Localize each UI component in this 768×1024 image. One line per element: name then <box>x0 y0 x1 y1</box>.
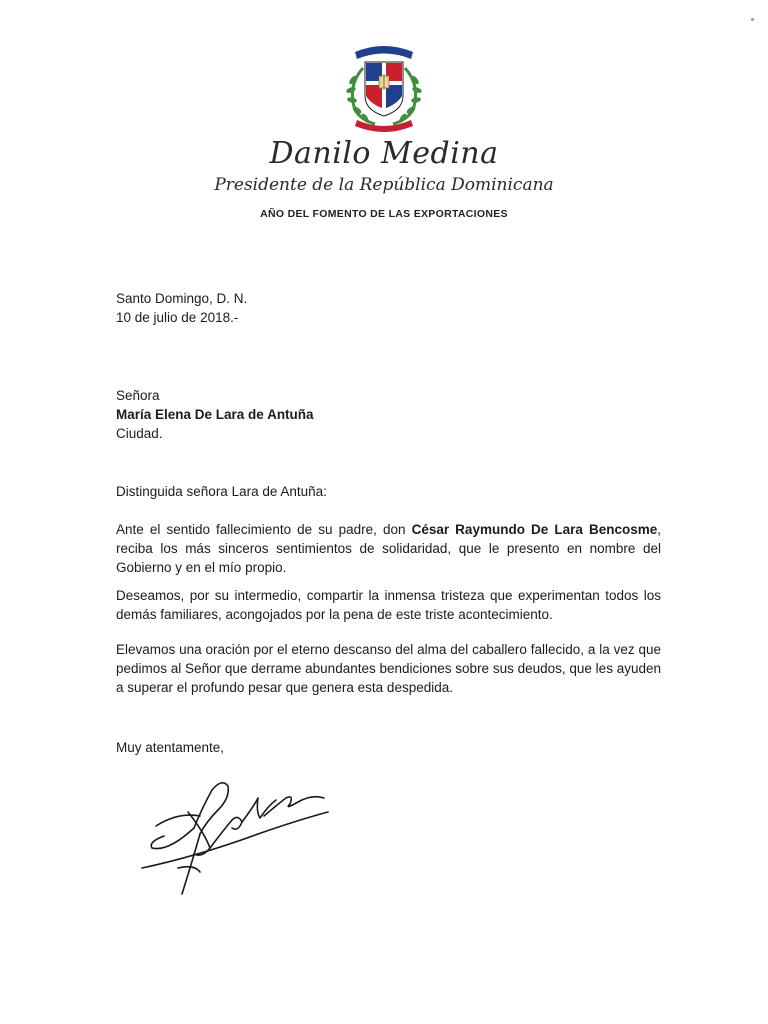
date-line: 10 de julio de 2018.- <box>116 310 239 325</box>
salutation: Distinguida señora Lara de Antuña: <box>116 484 327 499</box>
deceased-name: César Raymundo De Lara Bencosme <box>411 522 658 537</box>
sender-title: Presidente de la República Dominicana <box>214 175 554 195</box>
body-paragraph-1 <box>116 520 661 577</box>
recipient-courtesy: Señora <box>116 388 160 403</box>
recipient-block <box>116 386 661 443</box>
body-paragraph-2: Deseamos, por su intermedio, compartir la inmensa tristeza que experimentan todos los demás familiares, acongojados por la pena de este triste acontecimiento. <box>116 588 661 622</box>
place-date <box>116 289 661 327</box>
corner-mark <box>751 18 754 21</box>
recipient-name <box>116 405 661 424</box>
letterhead <box>0 38 768 220</box>
recipient-name-text: María Elena De Lara de Antuña <box>116 407 314 422</box>
closing: Muy atentamente, <box>116 740 225 755</box>
city-line: Santo Domingo, D. N. <box>116 291 248 306</box>
handwritten-signature-icon <box>138 772 338 902</box>
body-paragraph-3: Elevamos una oración por el eterno descanso del alma del caballero fallecido, a la vez que pedimos al Señor que derrame abundantes bendiciones sobre sus deudos, que les ayuden a superar el profundo pesar que genera esta despedida. <box>116 642 661 695</box>
p1-text-after: , reciba los más sinceros sentimientos de solidaridad, que le presento en nombre del Gobierno y en el mío propio. <box>116 522 661 575</box>
sender-name: Danilo Medina <box>269 136 499 171</box>
dominican-republic-coat-of-arms-icon <box>341 38 427 134</box>
recipient-city: Ciudad. <box>116 426 163 441</box>
year-motto: AÑO DEL FOMENTO DE LAS EXPORTACIONES <box>260 208 508 220</box>
p1-text-before: Ante el sentido fallecimiento de su padre, don <box>116 522 412 537</box>
